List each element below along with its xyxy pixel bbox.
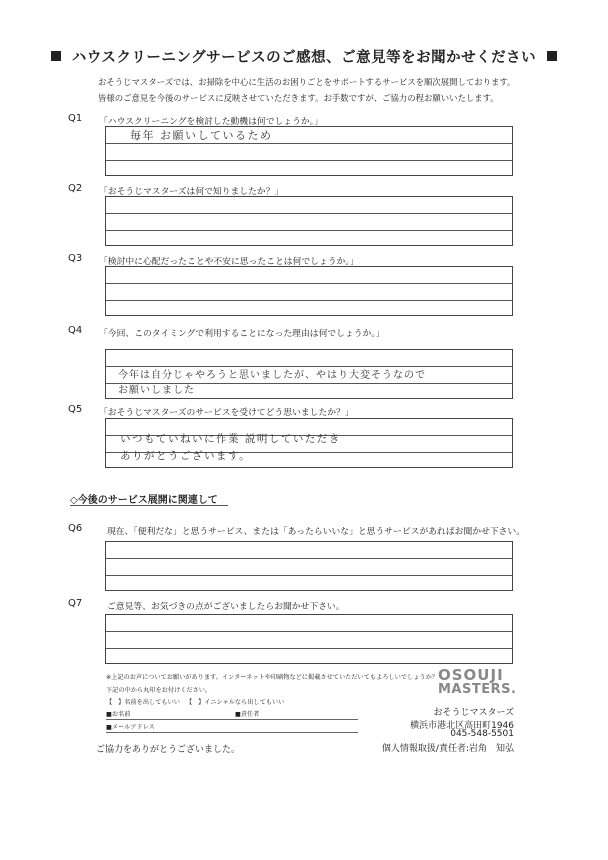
question-number: Q2 [68,183,83,194]
option-name-ok[interactable]: 【 】名前を出してもいい [106,699,180,706]
officer-label: ■責任者 [235,711,260,718]
name-label: ■お名前 [106,711,131,718]
option-initial-ok[interactable]: 【 】イニシャルなら出してもいい [186,699,285,706]
square-bullet-icon [51,51,61,61]
answer-box-q4[interactable] [105,349,513,399]
question-number: Q6 [68,523,83,534]
privacy-officer: 個人情報取扱/責任者:岩角 知弘 [381,744,514,754]
checkbox-bracket: 【 】 [186,699,205,706]
logo-text-top: OSOUJI [438,666,504,684]
answer-box-q5[interactable] [105,418,513,468]
page-title: ハウスクリーニングサービスのご感想、ご意見等をお聞かせください [0,46,608,67]
company-address: 横浜市港北区高田町1946 [410,721,514,731]
thanks-text: ご協力をありがとうございました。 [96,745,241,755]
footer-note: 下記の中から丸印をお付けください。 [106,687,212,694]
question-text: 「ハウスクリーニングを検討した動機は何でしょうか。」 [99,117,323,127]
answer-box-q7[interactable] [105,614,513,664]
question-text: 「おそうじマスターズは何で知りましたか？」 [99,187,284,197]
handwritten-answer: ありがとうございます。 [120,450,252,462]
square-bullet-icon [547,51,557,61]
handwritten-answer: 今年は自分じゃやろうと思いましたが、やはり大変そうなので [118,370,426,381]
answer-box-q3[interactable] [105,266,513,316]
answer-box-q2[interactable] [105,196,513,246]
answer-box-q1[interactable] [105,126,513,176]
question-number: Q3 [68,253,83,264]
name-field-line[interactable] [106,719,358,720]
company-name: おそうじマスターズ [433,708,514,718]
logo-text-bottom: MASTERS. [438,682,517,697]
question-text: 「おそうじマスターズのサービスを受けてどう思いましたか？」 [99,408,354,418]
intro-line-1: おそうじマスターズでは、お掃除を中心に生活のお困りごとをサポートするサービスを順次展開しております。 [98,77,516,87]
question-text: 「検討中に心配だったことや不安に思ったことは何でしょうか。」 [99,257,359,267]
handwritten-answer: お願いしました [118,385,195,396]
question-text: 「今回、このタイミングで利用することになった理由は何でしょうか。」 [99,329,385,339]
intro-line-2: 皆様のご意見を今後のサービスに反映させていただきます。お手数ですが、ご協力の程お願いいたします。 [98,93,499,103]
question-number: Q1 [68,113,83,124]
footer-note: ※上記のお声についてお願いがあります。インターネットや印刷物などに掲載させていただいてもよろしいでしょうか？ [106,674,438,681]
section-divider [70,505,228,506]
email-label: ■メールアドレス [106,724,155,731]
answer-box-q6[interactable] [105,541,513,591]
question-number: Q5 [68,404,83,415]
handwritten-answer: いつもていねいに作業 説明していただき [120,433,341,445]
checkbox-bracket: 【 】 [106,699,125,706]
question-text: ご意見等、お気づきの点がございましたらお聞かせ下さい。 [107,602,345,612]
handwritten-answer: 毎年 お願いしているため [130,129,273,142]
question-text: 現在、「便利だな」と思うサービス、または「あったらいいな」と思うサービスがあればお聞かせ下さい。 [107,527,526,537]
section-title: ◇今後のサービス展開に関連して [70,495,218,506]
question-number: Q4 [68,325,83,336]
email-field-line[interactable] [106,732,358,733]
question-number: Q7 [68,598,83,609]
company-phone: 045-548-5501 [450,729,514,739]
company-logo [438,666,516,697]
